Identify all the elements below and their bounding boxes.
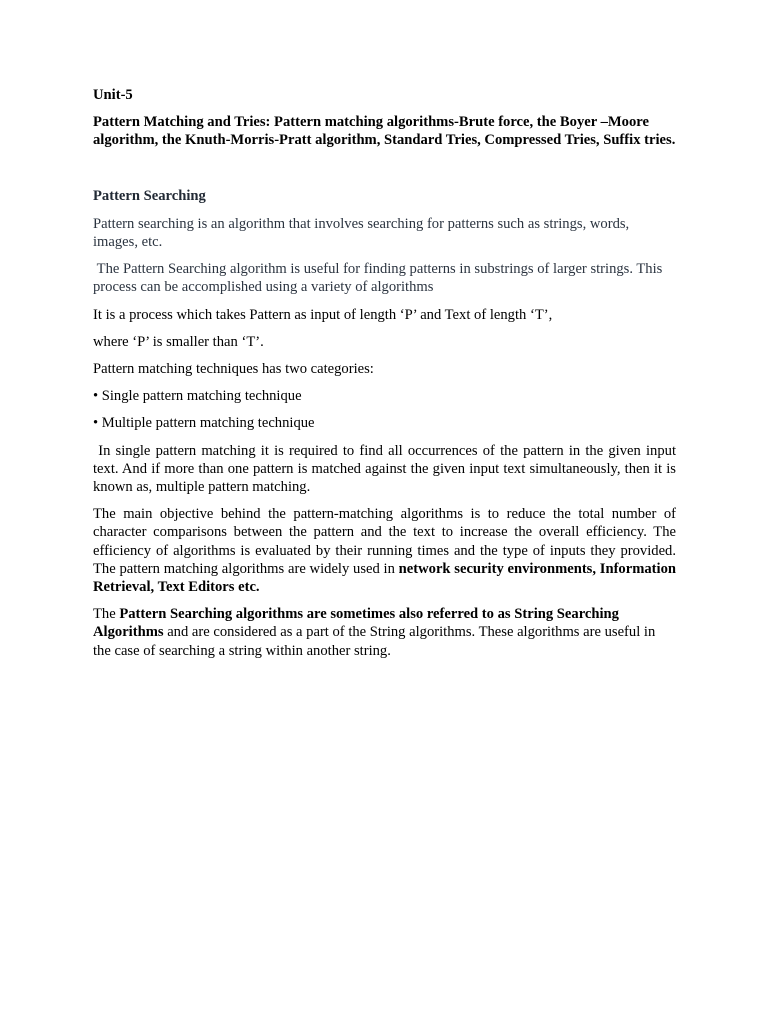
bullet-item: • Multiple pattern matching technique (93, 415, 315, 432)
paragraph-intro: Pattern searching is an algorithm that involves searching for patterns such as strings, words, images, etc. (93, 215, 630, 251)
topics-list: Pattern Matching and Tries: Pattern matching algorithms-Brute force, the Boyer –Moore algorithm, the Knuth-Morris-Pratt algorithm, Standard Tries, Compressed Tries, Suffix tries. (93, 114, 676, 149)
document-page (93, 86, 680, 660)
paragraph-objective (93, 505, 676, 596)
string-searching-tail: and are considered as a part of the String algorithms. These algorithms are useful in the case of searching a string within another string. (93, 624, 656, 659)
paragraph-process: It is a process which takes Pattern as input of length ‘P’ and Text of length ‘T’, (93, 306, 553, 323)
paragraph-categories: Pattern matching techniques has two categories: (93, 361, 374, 378)
bullet-item: • Single pattern matching technique (93, 388, 302, 405)
paragraph-condition: where ‘P’ is smaller than ‘T’. (93, 333, 264, 350)
paragraph-string-searching (93, 605, 676, 660)
section-heading: Pattern Searching (93, 187, 206, 204)
unit-title: Unit-5 (93, 87, 133, 103)
objective-bold-text: network security environments, Information Retrieval, Text Editors etc. (93, 560, 676, 596)
paragraph-usefulness: The Pattern Searching algorithm is useful for finding patterns in substrings of larger strings. This process can be accomplished using a variety of algorithms (93, 261, 666, 296)
objective-text: The main objective behind the pattern-matching algorithms is to reduce the total number of character comparisons between the pattern and the text to increase the overall efficiency. The efficiency of algorithms is evaluated by their running times and the type of inputs they provided. The pattern matching algorithms are widely used in (93, 506, 676, 577)
string-searching-bold: Pattern Searching algorithms are sometimes also referred to as String Searching Algorithms (93, 606, 619, 641)
string-searching-lead: The (93, 606, 120, 623)
paragraph-single-multiple: In single pattern matching it is required to find all occurrences of the pattern in the given input text. And if more than one pattern is matched against the given input text simultaneously, then it is known as, multiple pattern matching. (93, 442, 680, 496)
